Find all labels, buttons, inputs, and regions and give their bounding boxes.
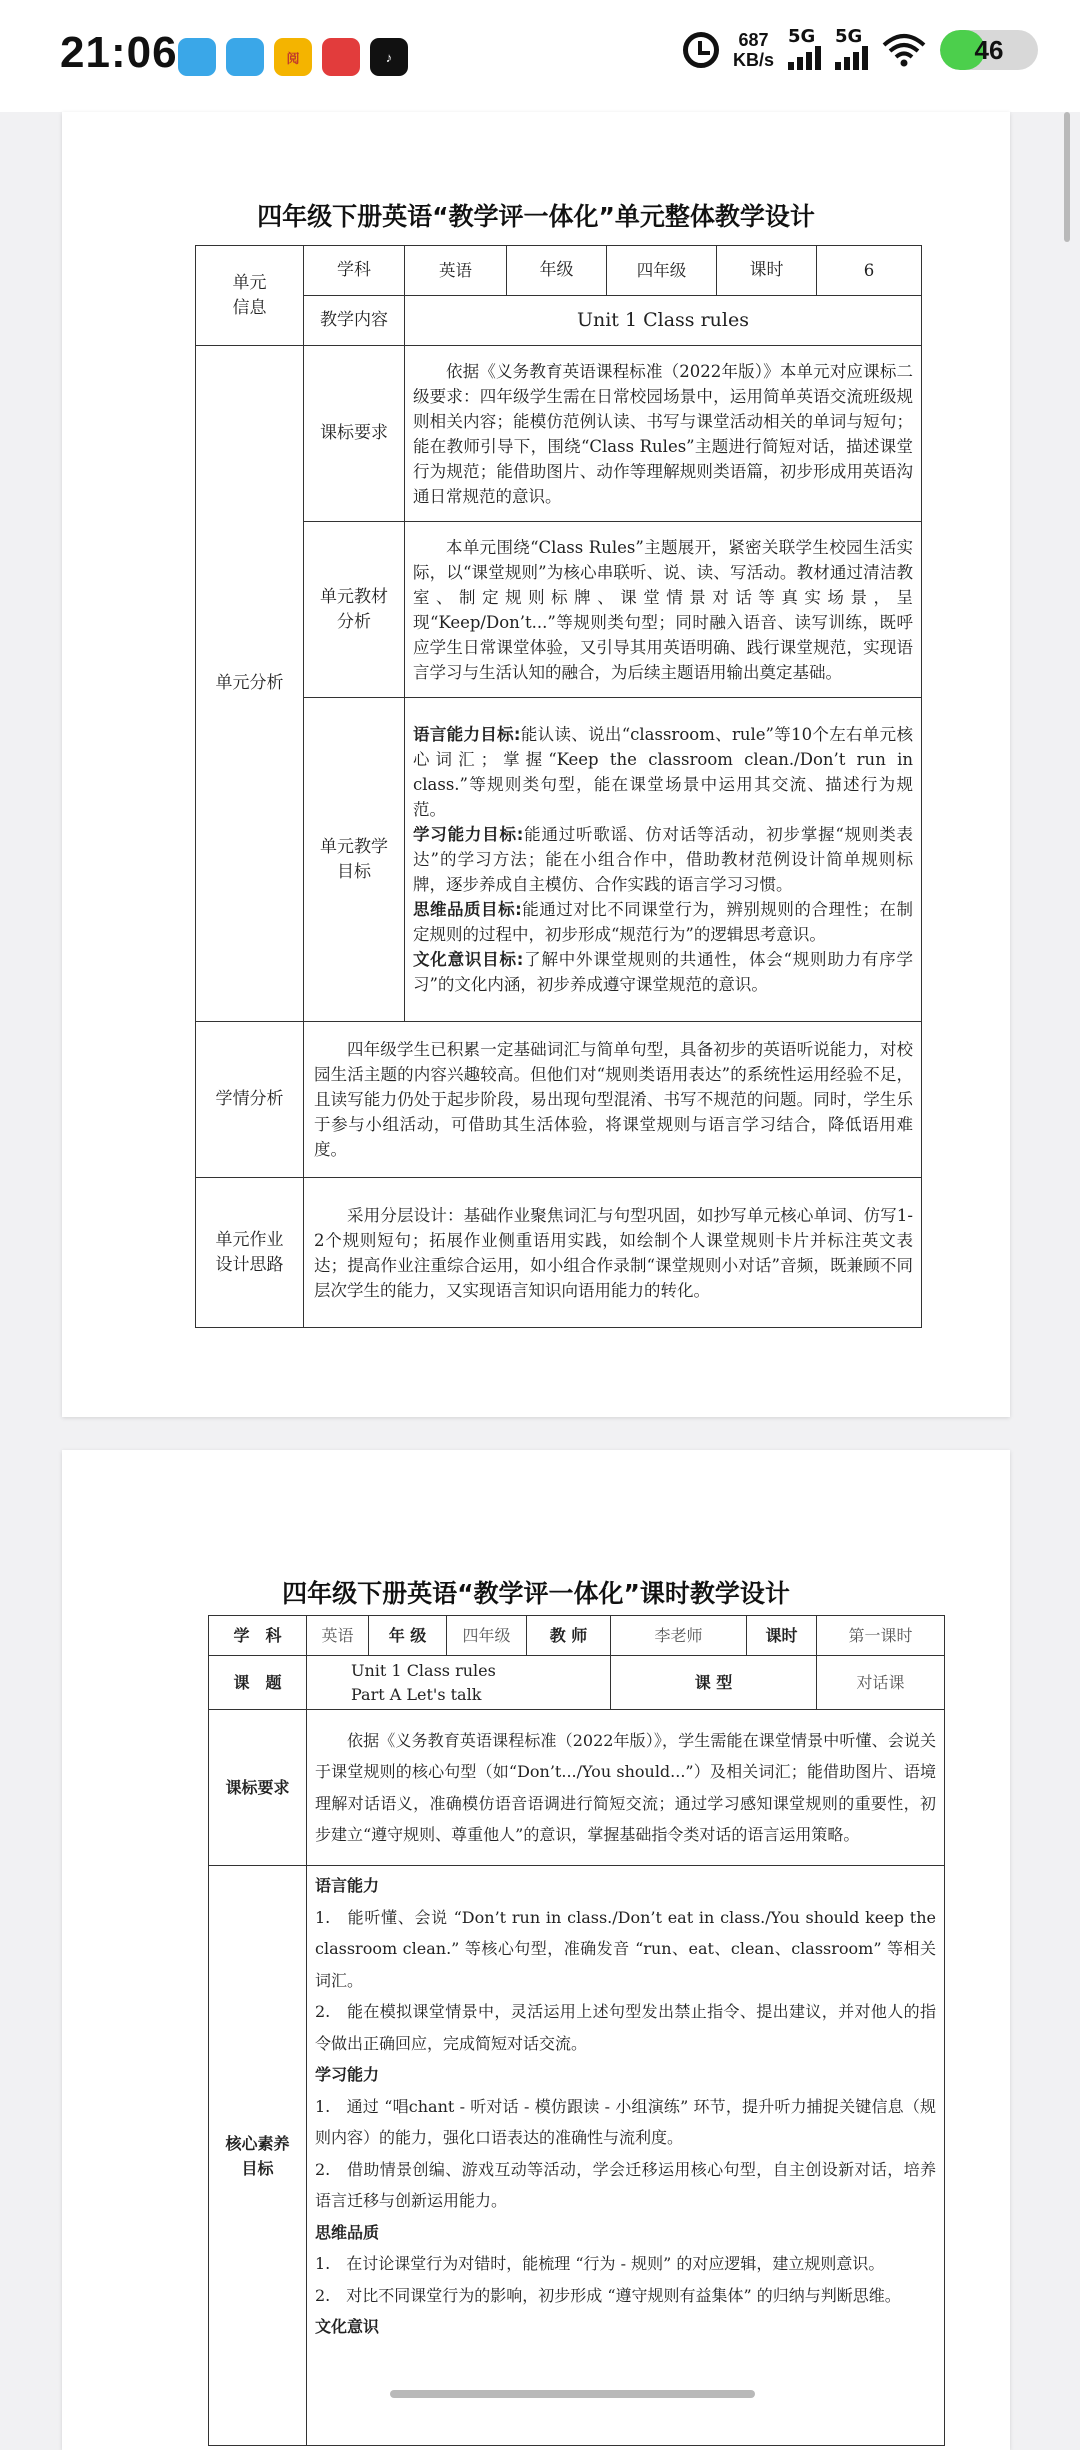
type-value: 对话课 <box>817 1656 945 1710</box>
topic-line-2: Part A Let's talk <box>351 1684 482 1704</box>
goal-language: 语言能力目标:能认读、说出“classroom、rule”等10个左右单元核心词汇；掌握“Keep the classroom clean./Don’t run in class.”等规则类句型，能在课堂场景中运用其交流、描述行为规范。 <box>413 725 913 819</box>
heading-culture: 文化意识 <box>315 2317 380 2336</box>
reader-app-icon: 阅 <box>274 38 312 76</box>
grade-value-2: 四年级 <box>447 1616 527 1656</box>
unit-analysis-label: 单元分析 <box>196 346 304 1022</box>
signal-2-icon <box>835 26 868 70</box>
grade-value: 四年级 <box>607 246 717 296</box>
heading-language: 语言能力 <box>315 1876 380 1895</box>
curriculum-label-2: 课标要求 <box>209 1710 307 1866</box>
wifi-icon <box>882 33 926 67</box>
tiktok-app-icon: ♪ <box>370 38 408 76</box>
speed-unit: KB/s <box>732 50 774 70</box>
curriculum-text: 依据《义务教育英语课程标准（2022年版）》本单元对应课标二级要求：四年级学生需在日常校园场景中，运用简单英语交流班级规则相关内容；能模仿范例认读、书写与课堂活动相关的单词与短句；能在教师引导下，围绕“Class Rules”主题进行简短对话，描述课堂行为规范；能借助图片、动作等理解规则类语篇，初步形成用英语沟通日常规范的意识。 <box>405 346 922 522</box>
page-title-2: 四年级下册英语“教学评一体化”课时教学设计 <box>282 1579 790 1608</box>
alarm-icon <box>683 32 719 68</box>
thinking-item-2: 2. 对比不同课堂行为的影响，初步形成 “遵守规则有益集体” 的归纳与判断思维。 <box>315 2285 901 2305</box>
signal-2-label: 5G <box>835 26 863 47</box>
notification-icons <box>178 38 408 76</box>
document-page-1 <box>62 112 1010 1417</box>
status-bar <box>0 0 1080 112</box>
goal-learning: 学习能力目标:能通过听歌谣、仿对话等活动，初步掌握“规则类表达”的学习方法；能在小组合作中，借助教材范例设计简单规则标牌，逐步养成自主模仿、合作实践的语言学习习惯。 <box>413 825 913 894</box>
signal-1-label: 5G <box>788 26 816 47</box>
grade-label-2: 年 级 <box>369 1616 447 1656</box>
horizontal-scrollbar[interactable] <box>390 2390 755 2398</box>
thinking-item-1: 1. 在讨论课堂行为对错时，能梳理 “行为 - 规则” 的对应逻辑，建立规则意识。 <box>315 2254 885 2273</box>
bilibili-app-icon-2 <box>226 38 264 76</box>
learning-item-2: 2. 借助情景创编、游戏互动等活动，学会迁移运用核心句型，自主创设新对话，培养语言迁移与创新运用能力。 <box>315 2159 936 2210</box>
learning-item-1: 1. 通过 “唱chant - 听对话 - 模仿跟读 - 小组演练” 环节，提升听力捕捉关键信息（规则内容）的能力，强化口语表达的准确性与流利度。 <box>315 2096 936 2147</box>
topic-value <box>307 1656 611 1710</box>
topic-label: 课 题 <box>209 1656 307 1710</box>
subject-label: 学科 <box>304 246 405 296</box>
vertical-scrollbar[interactable] <box>1064 112 1070 242</box>
teacher-value: 李老师 <box>611 1616 747 1656</box>
core-literacy-text <box>307 1866 945 2446</box>
goal-culture: 文化意识目标:了解中外课堂规则的共通性，体会“规则助力有序学习”的文化内涵，初步养成遵守课堂规范的意识。 <box>413 950 913 994</box>
curriculum-label: 课标要求 <box>304 346 405 522</box>
battery-icon <box>940 30 1038 70</box>
subject-value: 英语 <box>405 246 507 296</box>
textbook-analysis-label: 单元教材 分析 <box>304 522 405 698</box>
teacher-label: 教 师 <box>527 1616 611 1656</box>
heading-thinking: 思维品质 <box>315 2222 380 2242</box>
clock: 21:06 <box>60 28 178 77</box>
grade-label: 年级 <box>507 246 607 296</box>
homework-label: 单元作业 设计思路 <box>196 1178 304 1328</box>
teaching-goals-label: 单元教学 目标 <box>304 698 405 1022</box>
unit-info-label: 单元 信息 <box>196 246 304 346</box>
lesson-design-table <box>208 1615 945 2446</box>
type-label: 课 型 <box>611 1656 817 1710</box>
teaching-goals-text <box>405 698 922 1022</box>
battery-level: 46 <box>974 35 1004 65</box>
bilibili-app-icon <box>178 38 216 76</box>
document-page-2 <box>62 1450 1010 2450</box>
heading-learning: 学习能力 <box>315 2065 380 2084</box>
core-literacy-label: 核心素养 目标 <box>209 1866 307 2446</box>
student-analysis-label: 学情分析 <box>196 1022 304 1178</box>
curriculum-text-2: 依据《义务教育英语课程标准（2022年版）》，学生需能在课堂情景中听懂、会说关于课堂规则的核心句型（如“Don’t.../You should...”）及相关词汇；能借助图片、语境理解对话语义，准确模仿语音语调进行简短交流；通过学习感知课堂规则的重要性，初步建立“遵守规则、尊重他人”的意识，掌握基础指令类对话的语言运用策略。 <box>307 1710 945 1866</box>
hours-label: 课时 <box>717 246 817 296</box>
speed-value: 687 <box>738 30 769 50</box>
subject-value-2: 英语 <box>307 1616 369 1656</box>
homework-text: 采用分层设计：基础作业聚焦词汇与句型巩固，如抄写单元核心单词、仿写1-2个规则短句；拓展作业侧重语用实践，如绘制个人课堂规则卡片并标注英文表达；提高作业注重综合运用，如小组合作录制“课堂规则小对话”音频，既兼顾不同层次学生的能力，又实现语言知识向语用能力的转化。 <box>304 1178 922 1328</box>
goal-thinking: 思维品质目标:能通过对比不同课堂行为，辨别规则的合理性；在制定规则的过程中，初步形成“规范行为”的逻辑思考意识。 <box>413 900 913 944</box>
language-item-1: 1. 能听懂、会说 “Don’t run in class./Don’t eat in class./You should keep the classroom clean.” 等核心句型，准确发音 “run、eat、clean、classroom” 等相关词汇。 <box>315 1907 936 1990</box>
content-label: 教学内容 <box>304 296 405 346</box>
shop-app-icon <box>322 38 360 76</box>
topic-line-1: Unit 1 Class rules <box>351 1660 496 1680</box>
language-item-2: 2. 能在模拟课堂情景中，灵活运用上述句型发出禁止指令、提出建议，并对他人的指令做出正确回应，完成简短对话交流。 <box>315 2002 936 2053</box>
page-title: 四年级下册英语“教学评一体化”单元整体教学设计 <box>257 202 815 231</box>
student-analysis-text: 四年级学生已积累一定基础词汇与简单句型，具备初步的英语听说能力，对校园生活主题的内容兴趣较高。但他们对“规则类语用表达”的系统性运用经验不足，且读写能力仍处于起步阶段，易出现句型混淆、书写不规范的问题。同时，学生乐于参与小组活动，可借助其生活体验，将课堂规则与语言学习结合，降低语用难度。 <box>304 1022 922 1178</box>
signal-1-icon <box>788 26 821 70</box>
unit-design-table <box>195 245 922 1328</box>
hours-value-2: 第一课时 <box>817 1616 945 1656</box>
hours-label-2: 课时 <box>747 1616 817 1656</box>
hours-value: 6 <box>817 246 922 296</box>
subject-label-2: 学 科 <box>209 1616 307 1656</box>
network-speed <box>733 30 774 70</box>
textbook-analysis-text: 本单元围绕“Class Rules”主题展开，紧密关联学生校园生活实际，以“课堂规则”为核心串联听、说、读、写活动。教材通过清洁教室、制定规则标牌、课堂情景对话等真实场景，呈现“Keep/Don’t...”等规则类句型；同时融入语音、读写训练，既呼应学生日常课堂体验，又引导其用英语明确、践行课堂规范，实现语言学习与生活认知的融合，为后续主题语用输出奠定基础。 <box>405 522 922 698</box>
content-value: Unit 1 Class rules <box>405 296 922 346</box>
